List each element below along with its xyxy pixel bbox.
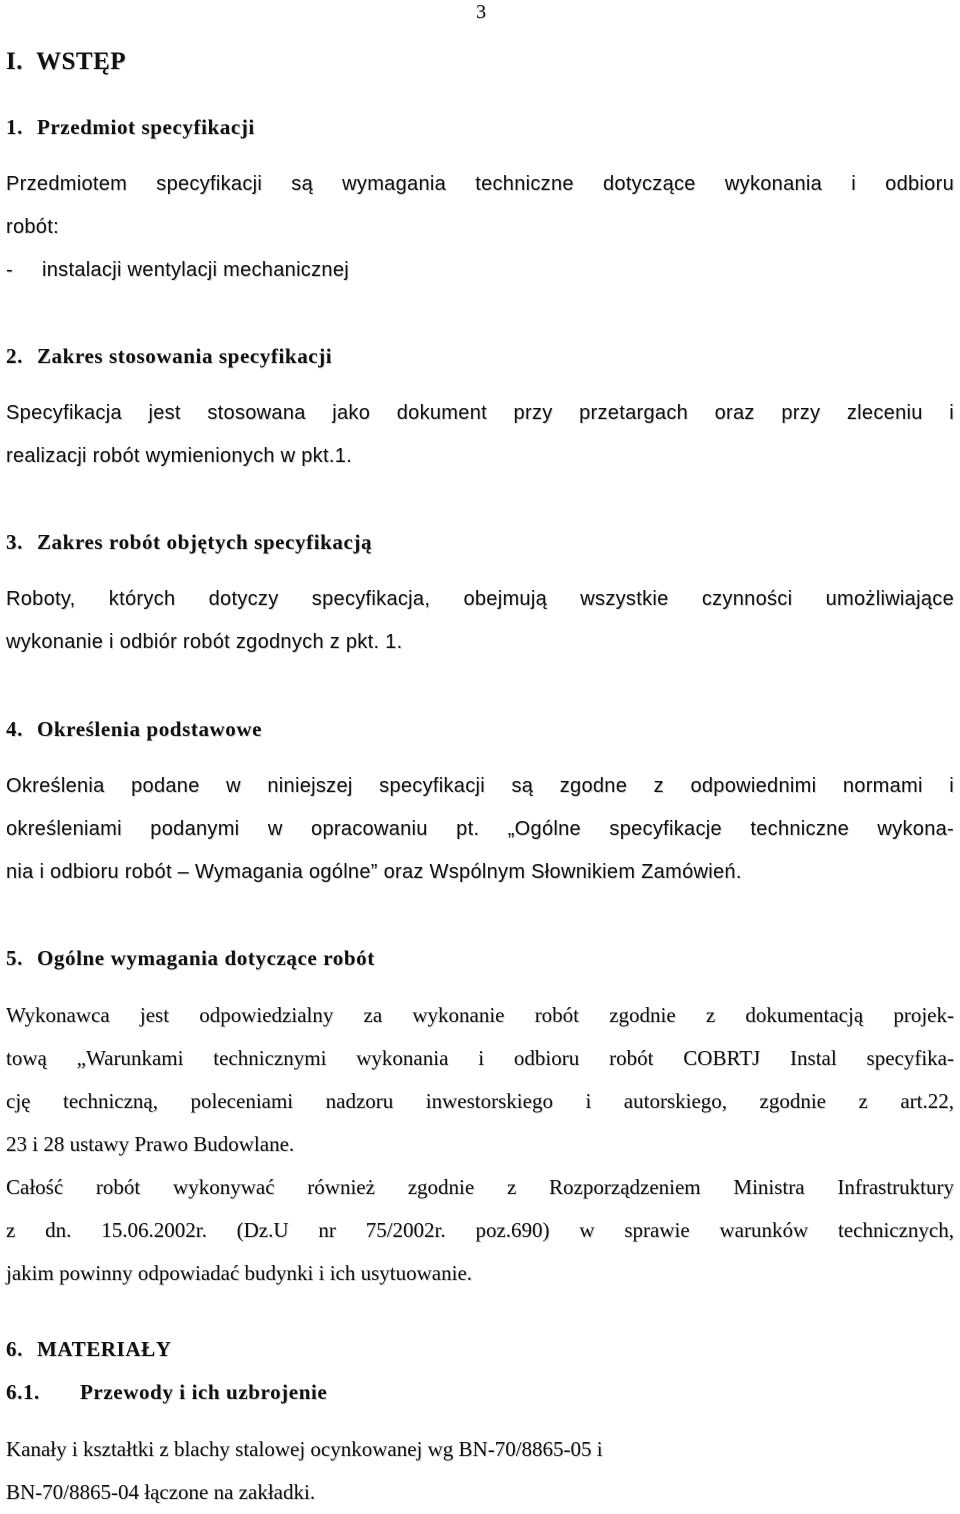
section-heading-3 [6,527,954,557]
chapter-title: I. WSTĘP [6,48,127,75]
text-line: Kanały i kształtki z blachy stalowej ocynkowanej wg BN-70/8865-05 i [6,1437,603,1461]
page-number: 3 [476,1,486,23]
section-title: MATERIAŁY [36,1337,172,1361]
text-line: Określenia podane w niniejszej specyfikacji są zgodne z odpowiednimi normami i [6,775,954,797]
section-heading-6 [6,1334,954,1364]
section-title: Określenia podstawowe [36,717,263,741]
section-body-2 [6,392,954,478]
text-line: robót: [6,216,59,238]
section-number: 4. [6,717,23,741]
bullet-item [6,249,954,292]
text-line: nia i odbioru robót – Wymagania ogólne” oraz Wspólnym Słownikiem Zamówień. [6,861,742,883]
section-heading-2 [6,341,954,371]
section-body-5 [6,994,954,1295]
section-title: Przewody i ich uzbrojenie [80,1380,328,1404]
text-line: realizacji robót wymienionych w pkt.1. [6,445,352,467]
text-line: jakim powinny odpowiadać budynki i ich usytuowanie. [6,1261,473,1285]
section-number: 1. [6,115,23,139]
text-line: Przedmiotem specyfikacji są wymagania techniczne dotyczące wykonania i odbioru [6,173,954,195]
section-heading-6-1 [6,1377,954,1407]
text-line: BN-70/8865-04 łączone na zakładki. [6,1480,316,1504]
section-title: Ogólne wymagania dotyczące robót [36,946,375,970]
section-title: Zakres stosowania specyfikacji [36,344,333,368]
text-line: określeniami podanymi w opracowaniu pt. „Ogólne specyfikacje techniczne wykona- [6,818,954,840]
section-title: Przedmiot specyfikacji [36,115,255,139]
section-title: Zakres robót objętych specyfikacją [36,530,373,554]
section-heading-5 [6,943,954,973]
text-line: Wykonawca jest odpowiedzialny za wykonanie robót zgodnie z dokumentacją projek- [6,1003,954,1027]
text-line: 23 i 28 ustawy Prawo Budowlane. [6,1132,295,1156]
section-heading-4 [6,714,954,744]
section-heading-1 [6,112,954,142]
text-line: z dn. 15.06.2002r. (Dz.U nr 75/2002r. poz.690) w sprawie warunków technicznych, [6,1218,954,1242]
bullet-text: instalacji wentylacji mechanicznej [42,259,349,281]
section-number: 2. [6,344,23,368]
bullet-dash: - [6,259,13,281]
section-number: 6.1. [6,1380,40,1404]
section-number: 6. [6,1337,23,1361]
section-body-3 [6,578,954,664]
section-body-1 [6,163,954,292]
text-line: tową „Warunkami technicznymi wykonania i odbioru robót COBRTJ Instal specyfika- [6,1046,954,1070]
text-line: Całość robót wykonywać również zgodnie z Rozporządzeniem Ministra Infrastruktury [6,1175,954,1199]
section-number: 3. [6,530,23,554]
section-body-6-1 [6,1428,954,1514]
section-body-4 [6,765,954,894]
text-line: Specyfikacja jest stosowana jako dokument przy przetargach oraz przy zleceniu i [6,402,954,424]
text-line: wykonanie i odbiór robót zgodnych z pkt. 1. [6,631,403,653]
text-line: cję techniczną, poleceniami nadzoru inwestorskiego i autorskiego, zgodnie z art.22, [6,1089,954,1113]
text-line: Roboty, których dotyczy specyfikacja, obejmują wszystkie czynności umożliwiające [6,588,954,610]
section-number: 5. [6,946,23,970]
